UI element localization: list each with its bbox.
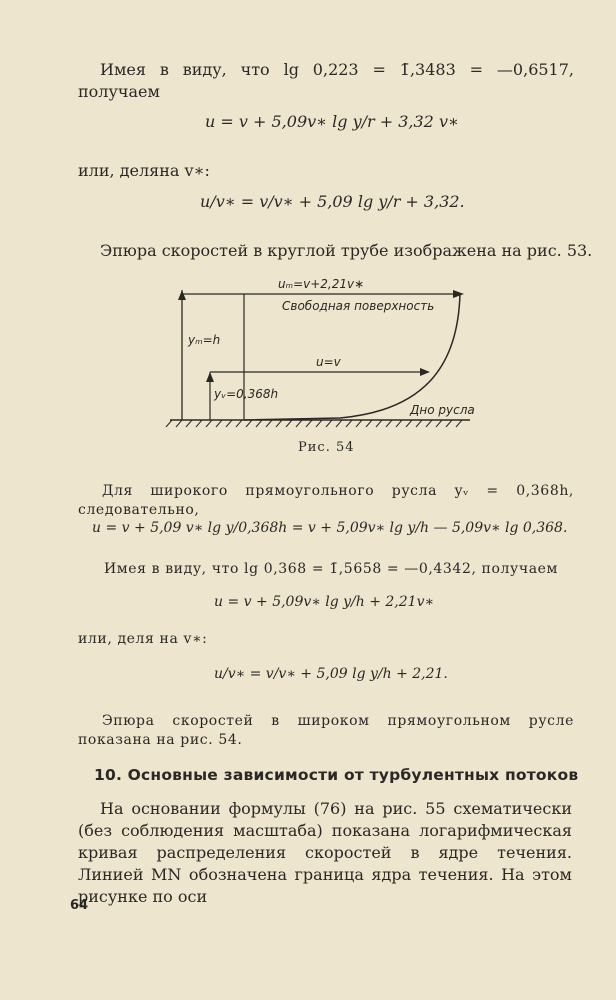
paragraph-pipe-profile: Эпюра скоростей в круглой трубе изображена на рис. 53.	[100, 241, 593, 260]
free-surface-arrow	[453, 290, 464, 298]
intro-paragraph: Имея в виду, что lg 0,223 = 1̄,3483 = —0,6517, получаем	[78, 60, 574, 101]
figure-caption: Рис. 54	[298, 440, 355, 455]
depth-axis-arrow	[178, 290, 186, 300]
dividing-line-2: или, деля на v∗:	[78, 631, 208, 647]
label-yv: yᵥ=0,368h	[214, 387, 279, 401]
page-number: 64	[70, 898, 89, 913]
yv-axis-arrow	[206, 372, 214, 382]
paragraph-wide-channel: Для широкого прямоугольного русла yᵥ = 0,368h, следовательно,	[78, 483, 574, 518]
ground-hatch	[166, 420, 462, 427]
label-free-surface: Свободная поверхность	[282, 299, 435, 313]
paragraph-formula-76: На основании формулы (76) на рис. 55 схематически (без соблюдения масштаба) показана логарифмическая кривая распределения скоростей в ядре течения. Линией MN обозначена граница ядра течения. На этом рисунке по оси	[78, 799, 572, 906]
mean-velocity-arrow	[420, 368, 430, 376]
label-u-eq-v: u=v	[316, 355, 341, 369]
section-heading: 10. Основные зависимости от турбулентных потоков	[94, 766, 579, 784]
paragraph-lg-value: Имея в виду, что lg 0,368 = 1̄,5658 = —0,4342, получаем	[104, 561, 559, 577]
velocity-profile-figure	[160, 270, 480, 430]
formula-relative-velocity: u/v∗ = v/v∗ + 5,09 lg y/r + 3,32.	[200, 192, 465, 211]
label-bottom: Дно русла	[410, 403, 475, 417]
formula-velocity-wide: u = v + 5,09v∗ lg y/h + 2,21v∗	[214, 594, 434, 610]
formula-relative-velocity-wide: u/v∗ = v/v∗ + 5,09 lg y/h + 2,21.	[214, 666, 448, 682]
formula-wide-channel: u = v + 5,09 v∗ lg y/0,368h = v + 5,09v∗ lg y/h — 5,09v∗ lg 0,368.	[92, 520, 568, 536]
label-top: uₘ=v+2,21v∗	[278, 277, 365, 291]
formula-velocity: u = v + 5,09v∗ lg y/r + 3,32 v∗	[205, 112, 459, 131]
paragraph-figure-ref: Эпюра скоростей в широком прямоугольном русле показана на рис. 54.	[78, 713, 574, 748]
dividing-line-1: или, деляна v∗:	[78, 161, 210, 180]
label-ym: yₘ=h	[188, 333, 221, 347]
